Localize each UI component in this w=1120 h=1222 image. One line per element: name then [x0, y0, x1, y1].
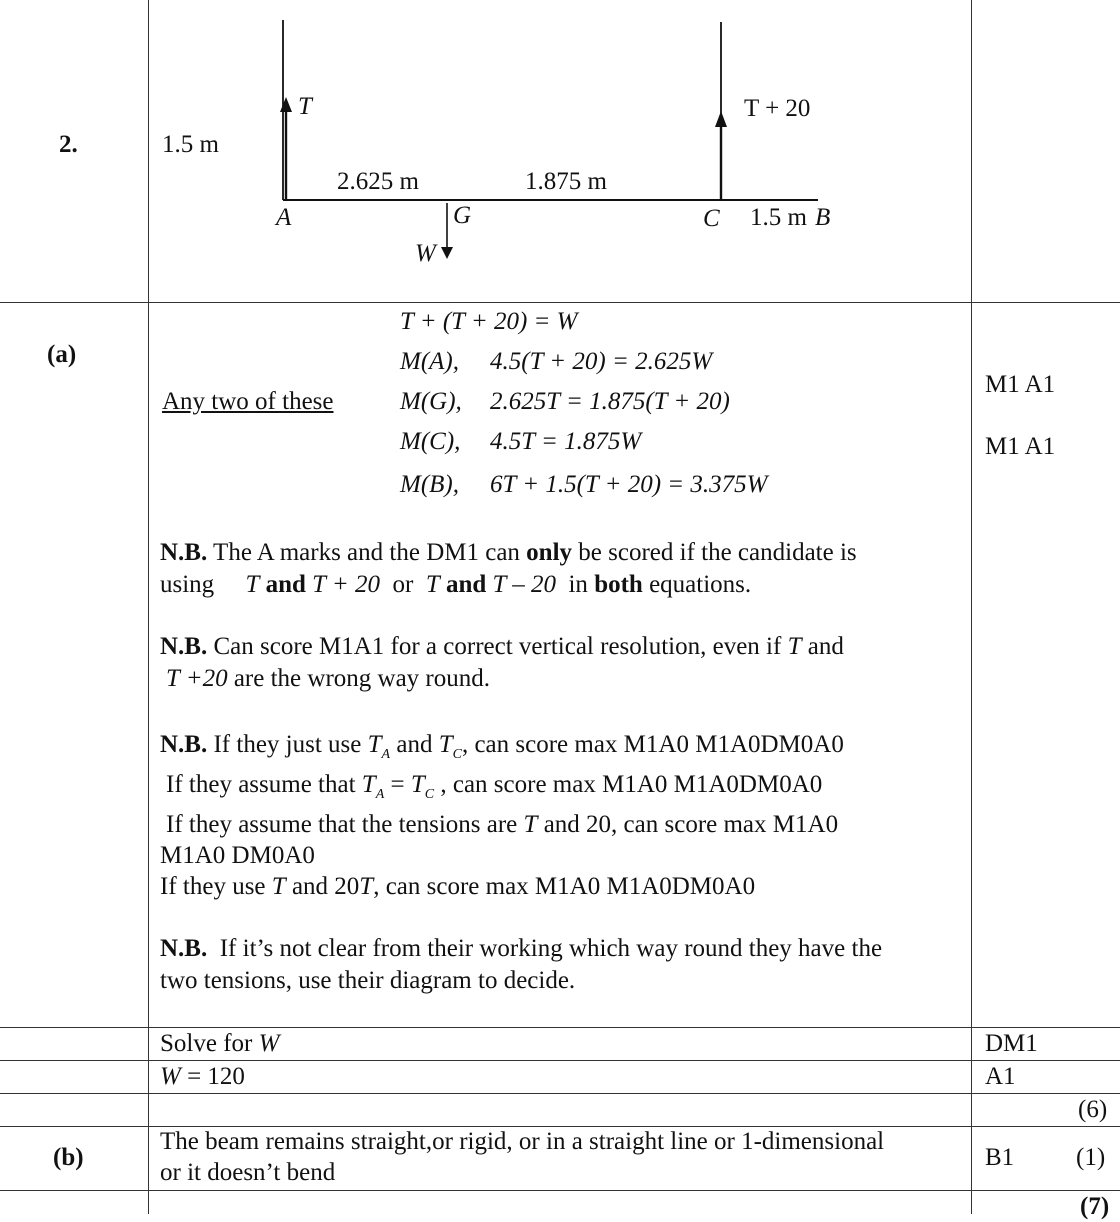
nb-note-3-line-1: N.B. If they just use $T_A$ and $T_C$, can score max M1A0 M1A0DM0A0 — [160, 731, 844, 762]
nb-note-3-line-3: If they assume that the tensions are T and 20, can score max M1A0 — [166, 811, 839, 838]
tension-label-left: T — [298, 93, 312, 120]
row-divider — [0, 1027, 1120, 1028]
grand-total: (7) — [1080, 1193, 1110, 1220]
row-divider — [0, 1190, 1120, 1191]
point-label-g: G — [453, 202, 472, 229]
beam-diagram — [0, 0, 971, 300]
equation-moment-g: 2.625T = 1.875(T + 20) — [490, 388, 730, 415]
marks-m1a1-first: M1 A1 — [985, 371, 1056, 398]
nb-note-1-line-1: N.B. The A marks and the DM1 can only be scored if the candidate is — [160, 539, 857, 566]
part-b-label: (b) — [53, 1144, 84, 1171]
row-divider — [0, 1060, 1120, 1061]
point-label-a: A — [276, 204, 292, 231]
column-divider-right — [971, 0, 972, 1214]
solve-for-w: Solve for W — [160, 1030, 280, 1057]
result-w: W = 120 — [160, 1063, 245, 1090]
mark-a1: A1 — [985, 1063, 1016, 1090]
length-label-left: 1.5 m — [162, 131, 219, 158]
equation-moment-g-label: M(G), — [400, 388, 462, 415]
mark-dm1: DM1 — [985, 1030, 1038, 1057]
row-divider — [0, 1093, 1120, 1094]
marks-m1a1-second: M1 A1 — [985, 433, 1056, 460]
equation-moment-c-label: M(C), — [400, 428, 461, 455]
weight-arrow-head — [441, 247, 453, 259]
equation-moment-b-label: M(B), — [400, 471, 459, 498]
part-a-label: (a) — [47, 341, 77, 368]
length-label-ag: 2.625 m — [337, 168, 419, 195]
part-a-total: (6) — [1078, 1096, 1108, 1123]
nb-note-4-line-2: two tensions, use their diagram to decide. — [160, 967, 576, 994]
nb-note-3-line-4: M1A0 DM0A0 — [160, 842, 315, 869]
point-label-c: C — [703, 205, 720, 232]
part-b-total: (1) — [1076, 1144, 1106, 1171]
equation-vertical: T + (T + 20) = W — [400, 308, 578, 335]
tension-arrow-right-head — [715, 111, 727, 127]
nb-note-4-line-1: N.B. If it’s not clear from their working which way round they have the — [160, 935, 883, 962]
nb-note-2-line-2: T +20 are the wrong way round. — [166, 665, 490, 692]
length-label-gc: 1.875 m — [525, 168, 607, 195]
tension-label-right: T + 20 — [744, 95, 811, 122]
nb-note-1-line-2: using T and T + 20 or T and T – 20 in both equations. — [160, 571, 752, 598]
part-b-answer-line-2: or it doesn’t bend — [160, 1159, 336, 1186]
row-divider — [0, 302, 1120, 303]
mark-b1: B1 — [985, 1144, 1015, 1171]
weight-label: W — [415, 240, 436, 267]
tension-arrow-left-head — [280, 97, 292, 112]
point-label-b: B — [815, 204, 831, 231]
length-label-cb: 1.5 m — [750, 204, 807, 231]
question-number: 2. — [59, 131, 78, 158]
part-b-answer-line-1: The beam remains straight,or rigid, or in a straight line or 1-dimensional — [160, 1128, 885, 1155]
equation-moment-a: 4.5(T + 20) = 2.625W — [490, 348, 713, 375]
nb-note-2-line-1: N.B. Can score M1A1 for a correct vertical resolution, even if T and — [160, 633, 844, 660]
any-two-label: Any two of these — [162, 388, 334, 415]
nb-note-3-line-2: If they assume that $T_A = T_C$ , can score max M1A0 M1A0DM0A0 — [166, 771, 823, 802]
equation-moment-b: 6T + 1.5(T + 20) = 3.375W — [490, 471, 768, 498]
nb-note-3-line-5: If they use T and 20T, can score max M1A0 M1A0DM0A0 — [160, 873, 756, 900]
equation-moment-a-label: M(A), — [400, 348, 459, 375]
equation-moment-c: 4.5T = 1.875W — [490, 428, 642, 455]
